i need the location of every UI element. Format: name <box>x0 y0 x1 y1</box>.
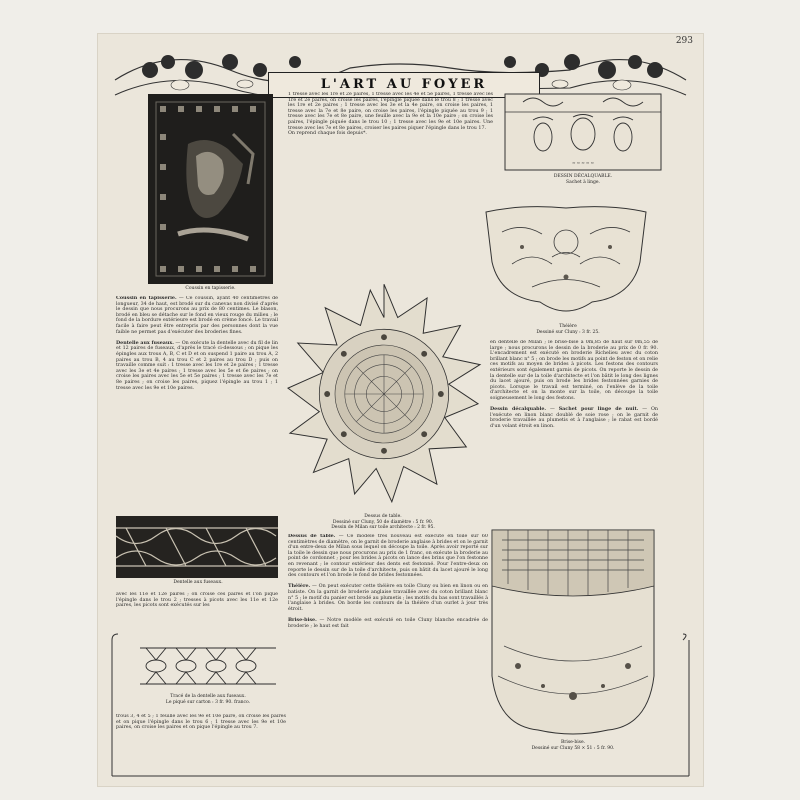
caption-linen-bag-sub: Sachet à linge. <box>566 180 600 185</box>
caption-bobbin-lace: Dentelle aux fuseaux. <box>173 580 223 585</box>
paragraph-table-doily: — Ce modèle très nouveau est exécuté en toile sur 60 centimètres de diamètre, on le garnit de broderie anglaise à brides et on le garnit d'un entre-deux de Milan sous lequel on découpe la toile. Après avoir reporté sur la toile le dessin que nous procurons au prix de 1 franc, on exécute la broderie au point de cordonnet ; pour les brides à picots on lance des brins que l'on festonne en revenant ; le contour extérieur des dents est festonné. Pour l'entre-deux on reporte le dessin sur de la toile d'architecte, puis on bâtit du lacet ajouré le long des contours et l'on brode le fond de brides festonnées. <box>288 534 488 579</box>
caption-lace-pattern: Tracé de la dentelle aux fuseaux. <box>170 694 246 699</box>
paragraph-lace-end: On reprend chaque fois depuis*. <box>288 131 367 137</box>
heading-bobbin-lace: Dentelle aux fuseaux. <box>116 339 174 346</box>
caption-table-doily: Dessus de table. <box>364 514 402 519</box>
paragraph-bobbin-lace: — On exécute la dentelle avec du fil de lin et 12 paires de fuseaux, d'après le tracé ci-dessous ; on pique les épingles aux trous A, B, C et D et on suspend 1 paire au trou A, 2 paires au trou B, 4 au trou C et 2 paires au trou D ; puis on travaille comme suit : 1 tresse avec les 1re et 2e paires ; 1 tresse avec les 3e et 4e paires ; 1 tresse avec les 5e et 6e paires ; on croise les paires avec les 5e et 5e paires ; 1 tresse avec les 7e et 8e paires ; on croise les paires, piquez l'épingle au trou 1 ; 1 tresse avec les 9e et 10e paires. <box>116 340 278 391</box>
caption-cushion: Coussin en tapisserie. <box>185 286 236 291</box>
heading-cushion: Coussin en tapisserie. <box>116 296 177 301</box>
caption-curtain-panel: Brise-bise. <box>560 740 586 745</box>
paragraph-night-bag: — On l'exécute en linon blanc doublé de soie rose ; on le garnit de broderie travaillée au plumetis et à l'anglaise ; le rabat est bordé d'un volant étroit en linon. <box>490 407 658 429</box>
caption-linen-bag: DESSIN DÉCALQUABLE. <box>553 174 613 179</box>
heading-night-bag: Sachet pour linge de nuit. <box>558 406 639 413</box>
tea-cosy-illustration <box>482 202 650 322</box>
heading-curtain: Brise-bise. <box>288 616 317 623</box>
table-doily-illustration <box>286 280 482 508</box>
caption-curtain-panel-sub: Dessiné sur Cluny 58 × 51 : 5 fr. 90. <box>531 746 615 751</box>
column-left-bottom-text: trous 3, 4 et 5 ; 1 feuille avec les 9e et 10e paire, on croise les paires et on pique l'épingle dans le trou 6 ; 1 tresse avec les 9e et 10e paires, on croise les paires et on pique l'épingle au trou 7. <box>116 714 286 731</box>
cushion-illustration <box>148 94 273 284</box>
column-right-text: en dentelle de Milan ; le brise-bise a 0m,85 de haut sur 0m,55 de large ; nous procurons le dessin de la broderie au prix de 0 fr. 90. L'encadrement est exécuté en broderie Richelieu avec du coton brillant blanc n° 5 ; on brode les motifs au point de feston et on relie ces motifs au moyen de brides à picots. Les festons des contours extérieurs sont également garnis de picots. On reporte le dessin de la dentelle sur de la toile d'architecte et l'on bâtit le long des lignes du lacet ajouré, puis on brode les brides festonnées garnies de picots. Lorsque le travail est terminé, on l'enlève de la toile d'architecte et on la monte sur la toile, on découpe la toile soigneusement le long des festons. Dessin décalquable. — Sachet pour linge de nuit. — On l'exécute en linon blanc doublé de soie rose ; on le garnit de broderie travaillée au plumetis et à l'anglaise ; le rabat est bordé d'un volant étroit en linon. <box>490 340 658 429</box>
column-left-text <box>116 296 278 514</box>
column-left-continued: avec les 11e et 12e paires ; on croise ces paires et l'on pique l'épingle dans le trou 2 ; tresses à picots avec les 11e et 12e paires, les picots sont exécutés sur les <box>116 592 278 609</box>
paragraph-cushion: — Ce coussin, ayant 40 centimètres de longueur, 34 de haut, est brodé sur du canevas non divisé d'après le dessin que nous procurons au prix de 80 centimes. Le blason, brodé en bleu se détache sur le fond en vieux rouge du milieu ; le fond de la bordure extérieure est brodé en crème foncé. Le travail facile à faire peut être entrepris par des personnes dont la vue faible ne permet pas d'exécuter des broderies fines. <box>116 296 278 335</box>
caption-table-doily-sub1: Dessiné sur Cluny, 50 de diamètre : 5 fr. 90. <box>332 520 434 525</box>
caption-tea-cosy: Théière <box>559 324 577 329</box>
page <box>98 34 703 786</box>
page-number: 293 <box>675 36 693 46</box>
column-middle-top-text <box>288 92 493 270</box>
paragraph-tea-cosy: — On peut exécuter cette théière en toile Cluny ou bien en linon ou en batiste. On la garnit de broderie anglaise travaillée avec du coton brillant blanc n° 5 ; le motif du panier est brodé au plumetis ; les motifs du bas sont travaillés à l'anglaise à brides. On borde les contours de la théière d'un ourlet à jour très étroit. <box>288 584 488 612</box>
paragraph-lace-steps: 1 tresse avec les 1re et 2e paires, 1 tresse avec les 4e et 5e paires, 1 tresse avec les 1re et 2e paires, on croise les paires, l'épingle piquée dans le trou 8 ; 1 tresse avec les 1re et 2e paires ; 1 tresse avec les 3e et la 4e paire, on croise les paires, 1 tresse avec la 7e et 8e paire, on croise les paires, l'épingle piquée au trou 9 ; 1 tresse avec les 7e et 8e paire, une feuille avec la 9e et la 10e paire ; on croise les paires, l'épingle piquée dans le trou 10 ; 1 tresse avec les 9e et 10e paires. Une tresse avec les 7e et 8e paires, croiser les paires piquer l'épingle dans le trou 17. <box>288 92 493 131</box>
heading-table-doily: Dessus de table. <box>288 534 336 539</box>
caption-lace-pattern-sub: Le piqué sur carton : 3 fr. 90. franco. <box>165 700 251 705</box>
page-title: L'ART AU FOYER <box>320 77 488 92</box>
heading-transfer-design: Dessin décalquable. <box>490 406 547 413</box>
caption-table-doily-sub2: Dessin de Milan sur toile architecte : 2 fr. 95. <box>331 525 435 530</box>
linen-bag-illustration <box>503 92 663 172</box>
bobbin-lace-illustration <box>116 516 278 578</box>
heading-tea-cosy: Théière. <box>288 583 311 590</box>
caption-tea-cosy-sub: Dessiné sur Cluny : 3 fr. 25. <box>536 330 600 335</box>
paragraph-curtain: — Notre modèle est exécuté en toile Cluny blanche encadrée de broderie ; le haut est fait <box>288 617 488 629</box>
svg-text:≈ ≈ ≈ ≈ ≈: ≈ ≈ ≈ ≈ ≈ <box>572 160 594 165</box>
paragraph-curtain-continued: en dentelle de Milan ; le brise-bise a 0m,85 de haut sur 0m,55 de large ; nous procurons le dessin de la broderie au prix de 0 fr. 90. L'encadrement est exécuté en broderie Richelieu avec du coton brillant blanc n° 5 ; on brode les motifs au point de feston et on relie ces motifs au moyen de brides à picots. Les festons des contours extérieurs sont également garnis de picots. On reporte le dessin de la dentelle sur de la toile d'architecte et l'on bâtit le long des lignes du lacet ajouré, puis on brode les brides festonnées garnies de picots. Lorsque le travail est terminé, on l'enlève de la toile d'architecte et on la monte sur la toile, on découpe la toile soigneusement le long des festons. <box>490 340 658 401</box>
bottom-ornament-frame <box>108 630 693 780</box>
